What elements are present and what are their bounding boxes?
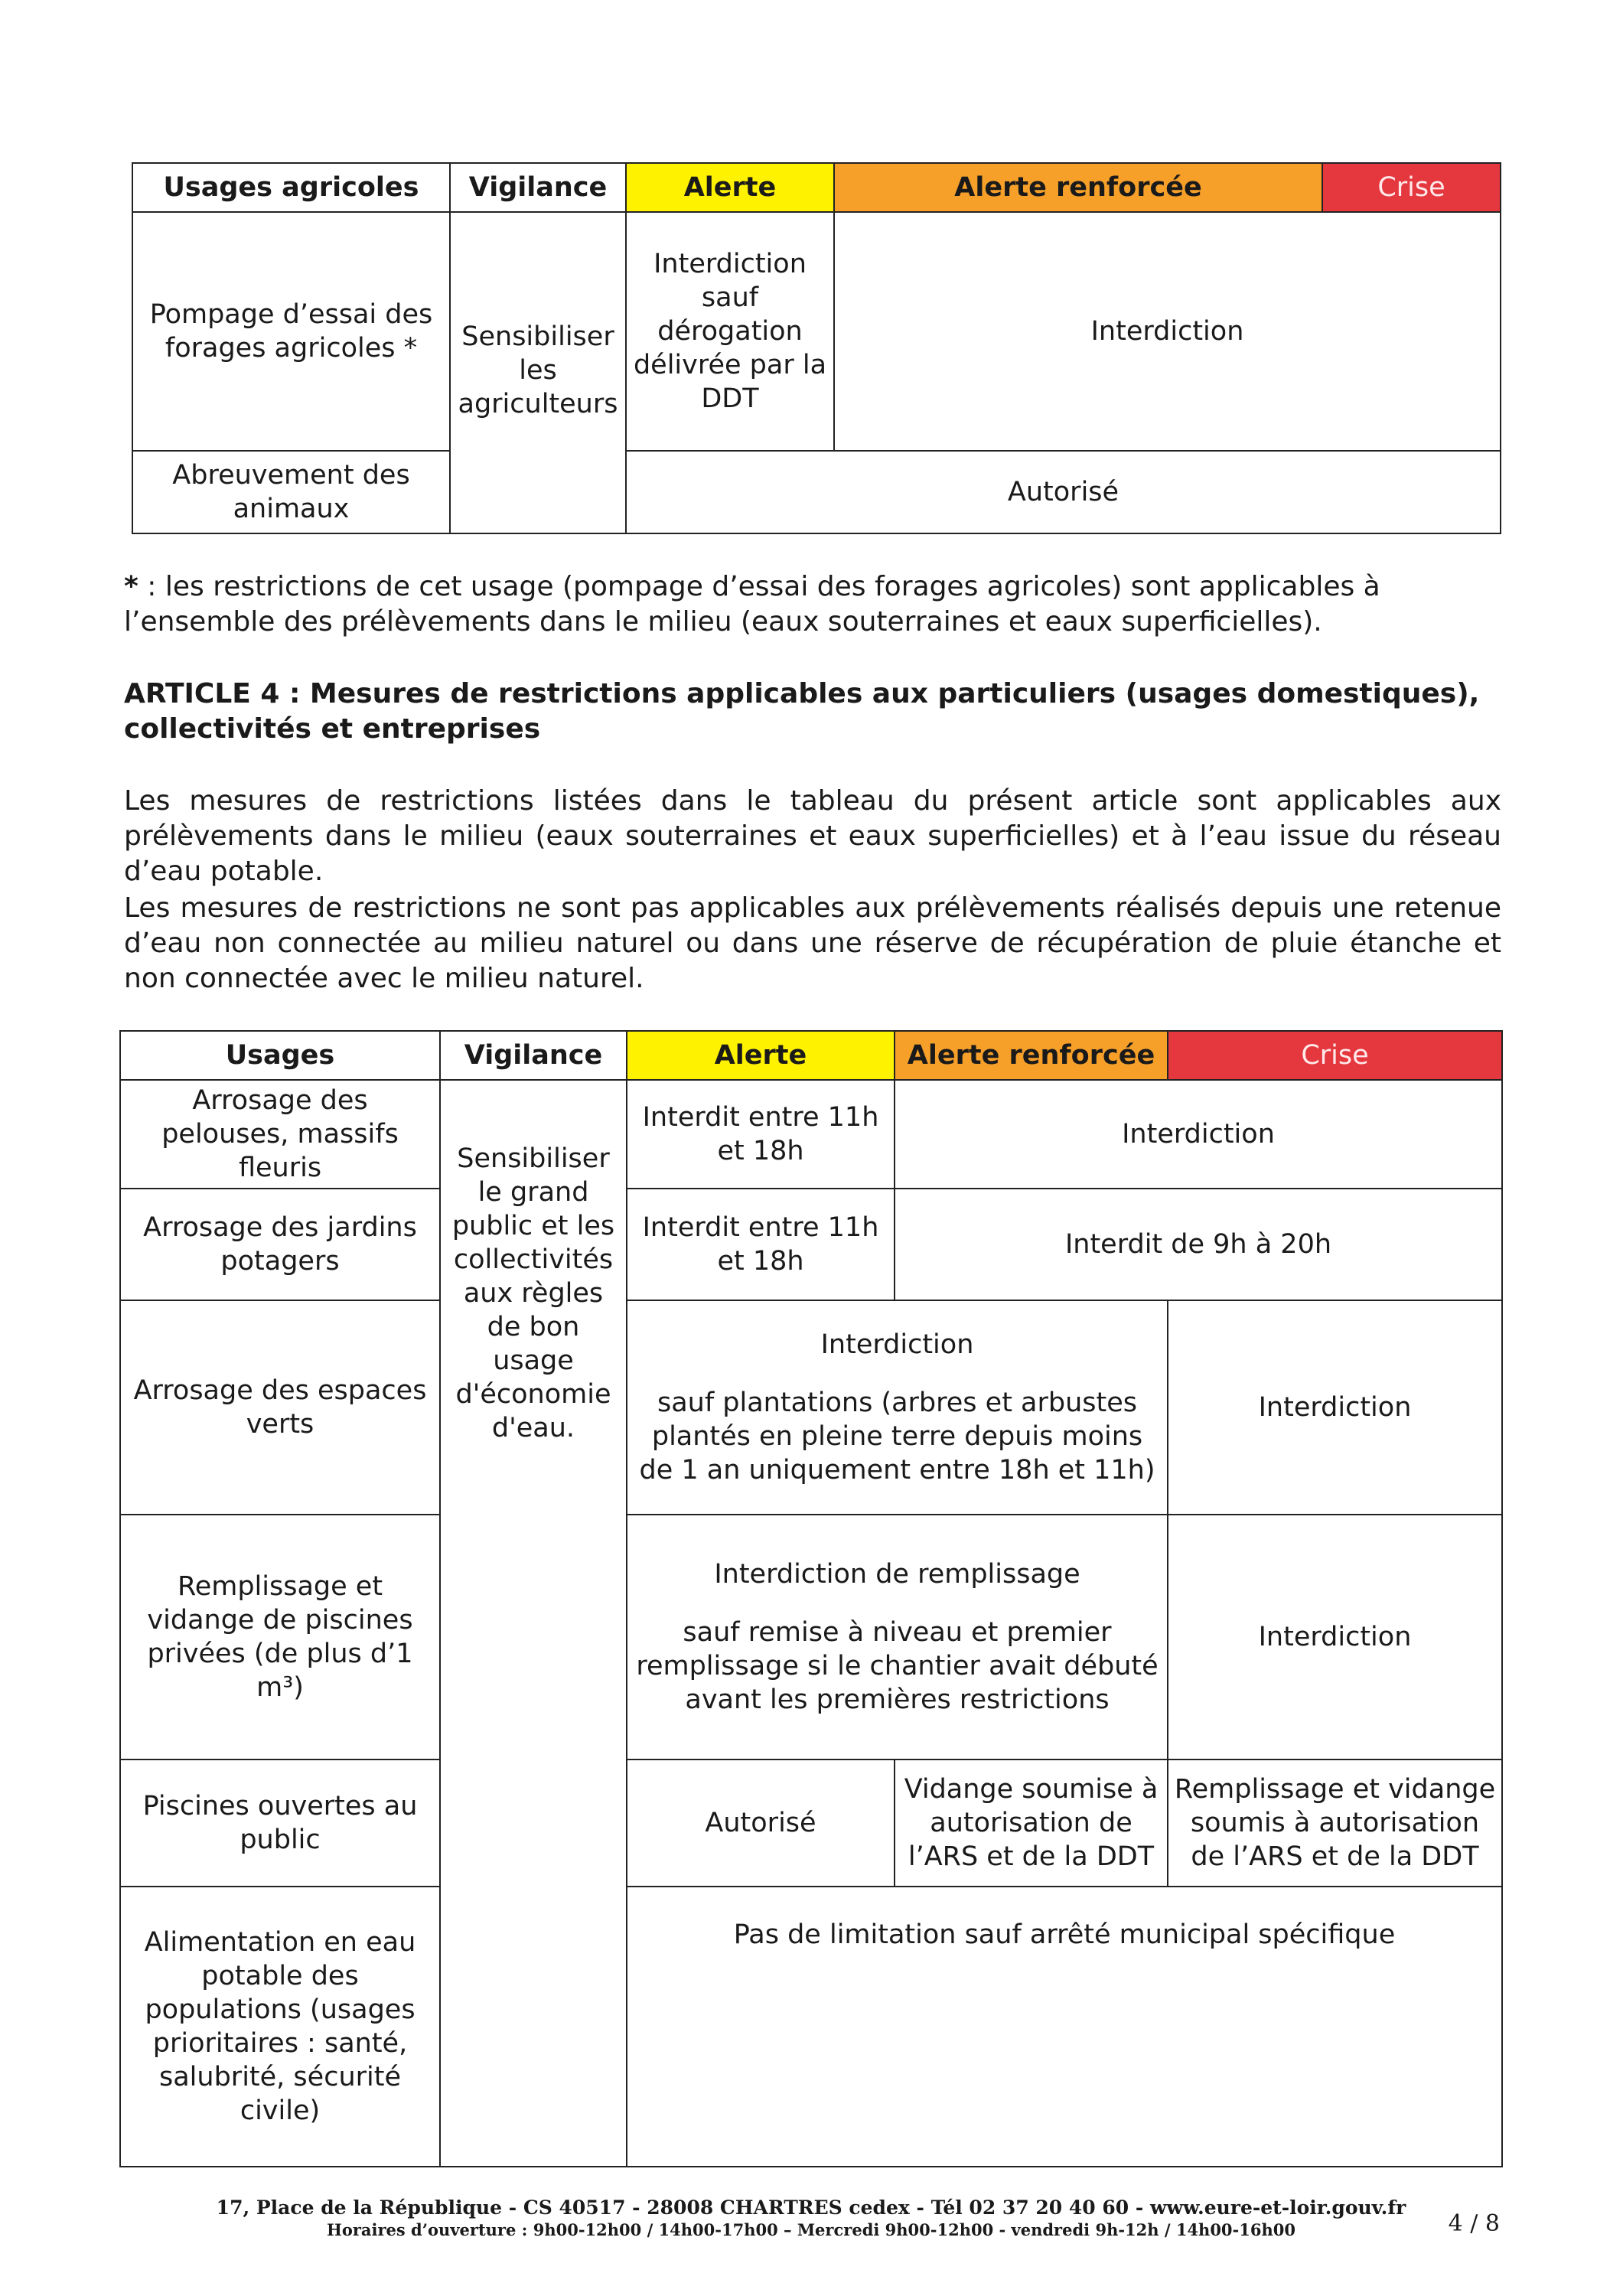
restriction-detail: sauf plantations (arbres et arbustes plantés en pleine terre depuis moins de 1 an uniquement entre 18h et 11h) — [639, 1388, 1155, 1486]
alerte-renforcee-cell — [627, 1300, 1168, 1515]
article-4-paragraph-1: Les mesures de restrictions listées dans le tableau du présent article sont applicables aux prélèvements dans le milieu (eaux souterraines et eaux superficielles) et à l’eau issue du réseau d’eau potable. — [124, 785, 1501, 887]
table-row — [120, 1189, 1502, 1300]
footer-hours: Horaires d’ouverture : 9h00-12h00 / 14h00-17h00 – Mercredi 9h00-12h00 - vendredi 9h-12h / 14h00-16h00 — [327, 2220, 1295, 2239]
table-header-row — [132, 163, 1501, 212]
table-row — [132, 212, 1501, 451]
header-vigilance: Vigilance — [450, 163, 626, 212]
table-row — [120, 1887, 1502, 2167]
restriction-title: Interdiction de remplissage — [714, 1559, 1080, 1590]
header-usages-agricoles: Usages agricoles — [132, 163, 450, 212]
footer-address: 17, Place de la République - CS 40517 - 28008 CHARTRES cedex - Tél 02 37 20 40 60 - www.eure-et-loir.gouv.fr — [216, 2197, 1406, 2219]
table-row — [132, 451, 1501, 533]
usage-cell: Arrosage des pelouses, massifs fleuris — [120, 1080, 440, 1189]
usage-cell: Remplissage et vidange de piscines privées (de plus d’1 m³) — [120, 1515, 440, 1760]
vigilance-text: Sensibiliser les agriculteurs — [458, 321, 618, 419]
usage-cell: Arrosage des jardins potagers — [120, 1189, 440, 1300]
renforcee-crise-cell: Interdiction — [834, 212, 1501, 451]
crise-cell: Interdiction — [1168, 1300, 1502, 1515]
article-4-paragraph-2: Les mesures de restrictions ne sont pas applicables aux prélèvements réalisés depuis une retenue d’eau non connectée au milieu naturel ou dans une réserve de récupération de pluie étanche et non connectée avec le milieu naturel. — [124, 892, 1501, 994]
alerte-to-crise-cell: Pas de limitation sauf arrêté municipal spécifique — [627, 1887, 1502, 2167]
usage-cell: Piscines ouvertes au public — [120, 1760, 440, 1887]
alerte-cell: Interdit entre 11h et 18h — [627, 1080, 895, 1189]
alerte-renforcee-cell — [627, 1515, 1168, 1760]
usage-cell: Pompage d’essai des forages agricoles * — [132, 212, 450, 451]
footnote-text: : les restrictions de cet usage (pompage d’essai des forages agricoles) sont applicables à l’ensemble des prélèvements dans le milieu (eaux souterraines et eaux superficielles). — [124, 571, 1380, 638]
header-usages: Usages — [120, 1031, 440, 1080]
alerte-cell: Autorisé — [627, 1760, 895, 1887]
table-header-row — [120, 1031, 1502, 1080]
table-row — [120, 1760, 1502, 1887]
alerte-cell: Interdiction sauf dérogation délivrée par la DDT — [626, 212, 834, 451]
renforcee-crise-cell: Interdit de 9h à 20h — [895, 1189, 1502, 1300]
header-alerte: Alerte — [627, 1031, 895, 1080]
alerte-to-crise-cell: Autorisé — [626, 451, 1501, 533]
table-row — [120, 1300, 1502, 1515]
header-alerte-renforcee: Alerte renforcée — [834, 163, 1322, 212]
table-row — [120, 1515, 1502, 1760]
header-alerte: Alerte — [626, 163, 834, 212]
crise-cell: Interdiction — [1168, 1515, 1502, 1760]
header-alerte-renforcee: Alerte renforcée — [895, 1031, 1168, 1080]
article-4-title: ARTICLE 4 : Mesures de restrictions applicables aux particuliers (usages domestiques), collectivités et entreprises — [124, 678, 1480, 745]
footnote-star: * — [124, 571, 139, 602]
table-row — [120, 1080, 1502, 1189]
header-crise: Crise — [1322, 163, 1501, 212]
vigilance-text: Sensibiliser le grand public et les collectivités aux règles de bon usage d'économie d'eau. — [451, 1143, 615, 1443]
renforcee-cell: Vidange soumise à autorisation de l’ARS et de la DDT — [895, 1760, 1168, 1887]
crise-cell: Remplissage et vidange soumis à autorisation de l’ARS et de la DDT — [1168, 1760, 1502, 1887]
renforcee-crise-cell: Interdiction — [895, 1080, 1502, 1189]
header-crise: Crise — [1168, 1031, 1502, 1080]
domestic-usage-table — [119, 1030, 1503, 2167]
header-vigilance: Vigilance — [440, 1031, 627, 1080]
usage-cell: Arrosage des espaces verts — [120, 1300, 440, 1515]
usage-cell: Abreuvement des animaux — [132, 451, 450, 533]
alerte-cell: Interdit entre 11h et 18h — [627, 1189, 895, 1300]
agricultural-usage-table — [132, 162, 1501, 534]
vigilance-cell — [440, 1080, 627, 2167]
usage-cell: Alimentation en eau potable des populations (usages prioritaires : santé, salubrité, sécurité civile) — [120, 1887, 440, 2167]
restriction-detail: sauf remise à niveau et premier remplissage si le chantier avait débuté avant les premières restrictions — [636, 1617, 1159, 1715]
vigilance-cell — [450, 212, 626, 533]
restriction-title: Interdiction — [820, 1329, 974, 1360]
table-footnote — [124, 569, 1501, 640]
page-number: 4 / 8 — [1448, 2210, 1500, 2237]
